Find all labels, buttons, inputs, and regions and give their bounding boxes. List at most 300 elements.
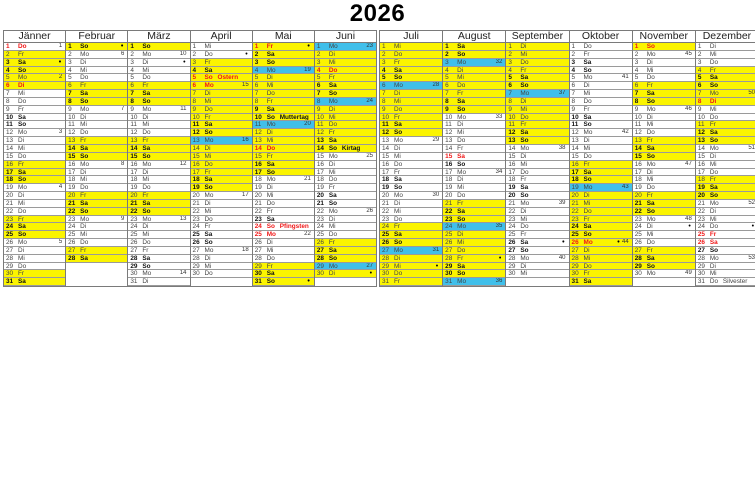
day-number: 26 — [445, 239, 453, 247]
day-number: 10 — [6, 113, 14, 121]
weekday-label: So — [328, 90, 338, 98]
day-row — [66, 223, 127, 231]
day-row — [570, 67, 632, 75]
weekday-label: Sa — [80, 199, 88, 207]
weekday-label: So — [142, 97, 151, 105]
day-row — [253, 200, 314, 208]
day-number: 7 — [316, 90, 321, 98]
day-row — [315, 270, 376, 278]
month-column — [696, 31, 755, 286]
day-row — [128, 106, 189, 114]
day-number: 31 — [697, 278, 705, 286]
day-row — [315, 90, 376, 98]
weekday-label: Sa — [457, 207, 465, 215]
weekday-label: Di — [204, 90, 211, 98]
day-number: 20 — [445, 192, 453, 200]
weekday-label: Sa — [709, 184, 718, 192]
day-number: 16 — [316, 160, 324, 168]
day-number: 13 — [571, 137, 579, 145]
weekday-label: So — [80, 207, 89, 215]
month-header: November — [633, 31, 695, 43]
weekday-label: Do — [709, 278, 719, 286]
day-number: 5 — [382, 74, 386, 82]
weekday-label: Do — [266, 90, 275, 98]
weekday-label: Di — [646, 168, 653, 176]
weekday-label: Do — [18, 43, 27, 50]
day-number: 15 — [68, 152, 76, 160]
weekday-label: Mo — [646, 160, 656, 168]
day-row — [570, 263, 632, 271]
day-row — [191, 161, 252, 169]
weekday-label: Sa — [328, 82, 337, 90]
day-number: 26 — [130, 239, 138, 247]
day-row — [506, 176, 568, 184]
day-number: 25 — [6, 231, 14, 239]
weekday-label: Do — [709, 223, 719, 231]
weekday-label: Sa — [394, 121, 402, 129]
weekday-label: Do — [80, 129, 89, 137]
weekday-label: Mo — [80, 160, 90, 168]
day-number: 25 — [508, 231, 516, 239]
weekday-label: So — [646, 152, 655, 160]
day-row — [506, 67, 568, 75]
day-row — [696, 161, 755, 169]
weekday-label: Sa — [457, 43, 465, 50]
day-number: 2 — [68, 50, 72, 58]
day-number: 14 — [382, 144, 390, 152]
weekday-label: Di — [520, 152, 527, 160]
day-row — [128, 74, 189, 82]
day-row — [696, 90, 755, 98]
day-number: 18 — [634, 176, 642, 184]
weekday-label: Sa — [80, 90, 88, 98]
day-number: 22 — [445, 207, 453, 215]
day-number: 9 — [68, 105, 72, 113]
weekday-label: Di — [266, 74, 273, 82]
weekday-label: Mo — [646, 215, 656, 223]
day-number: 19 — [697, 184, 705, 192]
day-number: 30 — [6, 270, 14, 278]
weekday-label: Sa — [709, 129, 718, 137]
day-row — [315, 255, 376, 263]
weekday-label: Di — [18, 192, 25, 200]
weekday-label: Fr — [457, 90, 464, 98]
day-number: 7 — [192, 90, 197, 98]
day-number: 21 — [697, 199, 705, 207]
day-number: 30 — [697, 270, 705, 278]
day-number: 23 — [6, 215, 14, 223]
weekday-label: Fr — [646, 137, 653, 145]
day-row — [128, 161, 189, 169]
day-row — [128, 129, 189, 137]
day-row — [253, 239, 314, 247]
day-row — [633, 192, 695, 200]
week-number: 18 — [242, 246, 249, 253]
weekday-label: Do — [457, 82, 466, 90]
week-number: 15 — [242, 82, 249, 89]
weekday-label: Mi — [80, 66, 87, 74]
weekday-label: Fr — [583, 105, 590, 113]
day-number: 5 — [68, 74, 72, 82]
day-row — [570, 114, 632, 122]
day-number: 13 — [634, 137, 642, 145]
day-row — [696, 223, 755, 231]
day-number: 19 — [445, 184, 453, 192]
day-row — [380, 200, 442, 208]
day-row — [191, 176, 252, 184]
empty-day-cell — [315, 278, 376, 286]
weekday-label: Mi — [204, 152, 212, 160]
calendar-second-half — [379, 30, 755, 287]
day-row — [443, 59, 505, 67]
holiday-note: Ostern — [217, 74, 239, 82]
day-row — [696, 145, 755, 153]
day-row — [696, 231, 755, 239]
weekday-label: Do — [709, 58, 719, 66]
day-row — [191, 82, 252, 90]
month-header: Februar — [66, 31, 127, 43]
day-row — [4, 59, 65, 67]
day-row — [253, 51, 314, 59]
day-row — [570, 216, 632, 224]
weekday-label: Mi — [520, 105, 528, 113]
day-number: 26 — [68, 239, 76, 247]
weekday-label: Mo — [80, 50, 90, 58]
weekday-label: So — [18, 176, 27, 184]
day-number: 26 — [382, 239, 390, 247]
empty-day-cell — [506, 278, 568, 286]
day-row — [696, 169, 755, 177]
day-number: 25 — [130, 231, 138, 239]
day-number: 18 — [254, 176, 262, 184]
day-row — [128, 137, 189, 145]
day-number: 11 — [508, 121, 515, 129]
day-row — [315, 200, 376, 208]
day-row — [696, 208, 755, 216]
weekday-label: Sa — [266, 50, 275, 58]
weekday-label: Fr — [204, 168, 211, 176]
empty-day-cell — [633, 278, 695, 286]
day-row — [380, 161, 442, 169]
day-row — [128, 90, 189, 98]
day-number: 6 — [68, 82, 72, 90]
week-number: 44 — [622, 239, 629, 246]
moon-dot-icon: • — [751, 223, 755, 231]
day-row — [4, 106, 65, 114]
empty-day-cell — [66, 278, 127, 286]
weekday-label: Di — [142, 113, 149, 121]
day-number: 6 — [6, 82, 10, 90]
month-column — [4, 31, 66, 286]
day-number: 3 — [508, 58, 512, 66]
day-number: 12 — [192, 129, 200, 137]
weekday-label: Do — [583, 152, 592, 160]
weekday-label: Mi — [80, 121, 87, 129]
weekday-label: Do — [394, 50, 403, 58]
day-row — [128, 67, 189, 75]
day-number: 4 — [254, 66, 259, 74]
day-number: 23 — [192, 215, 200, 223]
day-number: 28 — [508, 254, 516, 262]
day-row — [315, 51, 376, 59]
weekday-label: So — [18, 66, 27, 74]
day-number: 23 — [68, 215, 76, 223]
day-number: 3 — [192, 58, 197, 66]
weekday-label: So — [18, 121, 27, 129]
day-number: 7 — [68, 90, 72, 98]
day-row — [633, 153, 695, 161]
day-row — [66, 129, 127, 137]
month-header: August — [443, 31, 505, 43]
weekday-label: Mo — [266, 231, 276, 239]
day-row — [380, 129, 442, 137]
day-row — [315, 263, 376, 271]
weekday-label: Mi — [142, 121, 150, 129]
day-number: 17 — [130, 168, 138, 176]
day-row — [315, 192, 376, 200]
day-row — [66, 137, 127, 145]
day-row — [4, 137, 65, 145]
day-number: 3 — [68, 58, 72, 66]
day-row — [253, 153, 314, 161]
day-number: 1 — [571, 43, 576, 50]
day-number: 15 — [697, 152, 705, 160]
day-row — [380, 184, 442, 192]
month-header: April — [191, 31, 252, 43]
weekday-label: Mo — [709, 199, 719, 207]
day-number: 8 — [68, 97, 72, 105]
weekday-label: Sa — [646, 90, 655, 98]
day-row — [315, 82, 376, 90]
weekday-label: Mo — [457, 168, 467, 176]
weekday-label: Fr — [520, 176, 527, 184]
day-number: 12 — [634, 129, 642, 137]
weekday-label: Mi — [520, 160, 528, 168]
day-number: 12 — [508, 129, 516, 137]
day-number: 29 — [508, 262, 516, 270]
weekday-label: Di — [457, 176, 464, 184]
day-row — [633, 82, 695, 90]
day-number: 31 — [130, 278, 138, 286]
weekday-label: Di — [394, 254, 401, 262]
day-number: 4 — [68, 66, 72, 74]
day-row — [191, 51, 252, 59]
day-number: 9 — [445, 105, 449, 113]
day-row — [4, 145, 65, 153]
weekday-label: Di — [520, 262, 527, 270]
day-row — [380, 255, 442, 263]
weekday-label: Do — [457, 246, 466, 254]
week-number: 30 — [432, 192, 440, 199]
weekday-label: Sa — [266, 215, 275, 223]
week-number: 22 — [304, 231, 311, 238]
day-number: 21 — [130, 199, 138, 207]
day-row — [506, 270, 568, 278]
day-number: 26 — [634, 239, 642, 247]
day-row — [443, 263, 505, 271]
weekday-label: Mo — [142, 160, 152, 168]
day-number: 27 — [697, 246, 705, 254]
weekday-label: So — [18, 231, 27, 239]
day-row — [191, 192, 252, 200]
day-number: 21 — [382, 199, 390, 207]
day-number: 10 — [445, 113, 453, 121]
weekday-label: So — [394, 74, 403, 82]
day-number: 7 — [697, 90, 702, 98]
week-number: 31 — [432, 246, 440, 253]
day-number: 28 — [6, 254, 14, 262]
day-number: 11 — [316, 121, 324, 129]
day-row — [443, 145, 505, 153]
day-number: 2 — [192, 50, 197, 58]
day-row — [191, 114, 252, 122]
weekday-label: Mo — [394, 137, 403, 145]
week-number: 5 — [58, 239, 63, 246]
weekday-label: Mo — [709, 254, 719, 262]
month-header: März — [128, 31, 189, 43]
day-number: 28 — [192, 254, 200, 262]
day-number: 7 — [571, 90, 576, 98]
day-row — [633, 51, 695, 59]
weekday-label: Mo — [18, 239, 27, 247]
weekday-label: So — [457, 160, 466, 168]
day-row — [633, 255, 695, 263]
day-number: 28 — [68, 254, 76, 262]
day-row — [191, 223, 252, 231]
day-number: 30 — [382, 270, 390, 278]
day-number: 27 — [68, 246, 76, 254]
day-row — [253, 255, 314, 263]
weekday-label: Di — [80, 223, 87, 231]
day-number: 30 — [508, 270, 516, 278]
day-row — [506, 74, 568, 82]
day-number: 24 — [68, 223, 76, 231]
day-number: 9 — [192, 105, 197, 113]
day-row — [66, 200, 127, 208]
day-row — [506, 82, 568, 90]
day-row — [315, 208, 376, 216]
day-row — [4, 121, 65, 129]
week-number: 6 — [121, 50, 125, 57]
day-row — [506, 184, 568, 192]
weekday-label: Mo — [204, 82, 214, 90]
weekday-label: Do — [204, 50, 213, 58]
weekday-label: Mi — [18, 90, 25, 98]
day-number: 13 — [697, 137, 705, 145]
day-row — [570, 184, 632, 192]
weekday-label: Do — [646, 129, 655, 137]
weekday-label: Sa — [266, 160, 275, 168]
day-row — [128, 263, 189, 271]
month-column — [253, 31, 315, 286]
weekday-label: Di — [394, 90, 401, 98]
day-row — [696, 121, 755, 129]
day-number: 9 — [382, 105, 386, 113]
month-column — [380, 31, 443, 286]
day-row — [380, 90, 442, 98]
year-title: 2026 — [349, 0, 406, 27]
day-row — [128, 231, 189, 239]
week-number: 42 — [622, 129, 629, 136]
day-number: 20 — [634, 192, 642, 200]
day-number: 17 — [571, 168, 579, 176]
day-row — [633, 59, 695, 67]
weekday-label: Di — [18, 246, 25, 254]
day-number: 30 — [192, 270, 200, 278]
day-row — [443, 176, 505, 184]
day-row — [633, 270, 695, 278]
weekday-label: Mi — [520, 50, 528, 58]
day-number: 21 — [445, 199, 453, 207]
day-number: 16 — [508, 160, 516, 168]
weekday-label: Mi — [328, 223, 336, 231]
day-row — [633, 239, 695, 247]
day-number: 20 — [6, 192, 14, 200]
day-number: 14 — [634, 144, 642, 152]
weekday-label: Fr — [646, 246, 653, 254]
day-row — [128, 223, 189, 231]
weekday-label: Mi — [328, 168, 336, 176]
week-number: 12 — [179, 160, 187, 167]
weekday-label: Mo — [266, 66, 276, 74]
day-row — [443, 278, 505, 286]
day-row — [506, 216, 568, 224]
day-row — [696, 216, 755, 224]
day-number: 18 — [192, 176, 200, 184]
day-number: 12 — [254, 129, 262, 137]
day-row — [570, 192, 632, 200]
day-number: 18 — [445, 176, 453, 184]
day-row — [570, 145, 632, 153]
weekday-label: So — [204, 239, 213, 247]
month-header: Dezember — [696, 31, 755, 43]
weekday-label: Fr — [394, 278, 401, 286]
day-number: 13 — [68, 137, 76, 145]
weekday-label: Mo — [18, 129, 27, 137]
week-number: 16 — [242, 137, 249, 144]
day-row — [191, 67, 252, 75]
weekday-label: Sa — [142, 144, 151, 152]
weekday-label: So — [709, 82, 719, 90]
day-number: 16 — [130, 160, 138, 168]
day-row — [191, 121, 252, 129]
day-number: 13 — [445, 137, 453, 145]
day-number: 18 — [68, 176, 76, 184]
day-row — [506, 208, 568, 216]
day-row — [191, 43, 252, 51]
day-row — [380, 278, 442, 286]
day-number: 14 — [697, 144, 705, 152]
weekday-label: Mi — [266, 82, 274, 90]
weekday-label: Sa — [142, 199, 151, 207]
day-row — [315, 184, 376, 192]
day-number: 1 — [508, 43, 512, 50]
week-number: 2 — [58, 74, 63, 81]
day-row — [633, 74, 695, 82]
day-row — [443, 223, 505, 231]
day-row — [315, 137, 376, 145]
weekday-label: Fr — [709, 66, 716, 74]
weekday-label: So — [328, 254, 338, 262]
weekday-label: Di — [266, 129, 273, 137]
day-row — [4, 51, 65, 59]
week-number: 47 — [685, 160, 692, 167]
day-row — [696, 263, 755, 271]
day-number: 28 — [316, 254, 324, 262]
weekday-label: Fr — [142, 137, 149, 145]
day-row — [570, 208, 632, 216]
weekday-label: Mi — [142, 176, 150, 184]
